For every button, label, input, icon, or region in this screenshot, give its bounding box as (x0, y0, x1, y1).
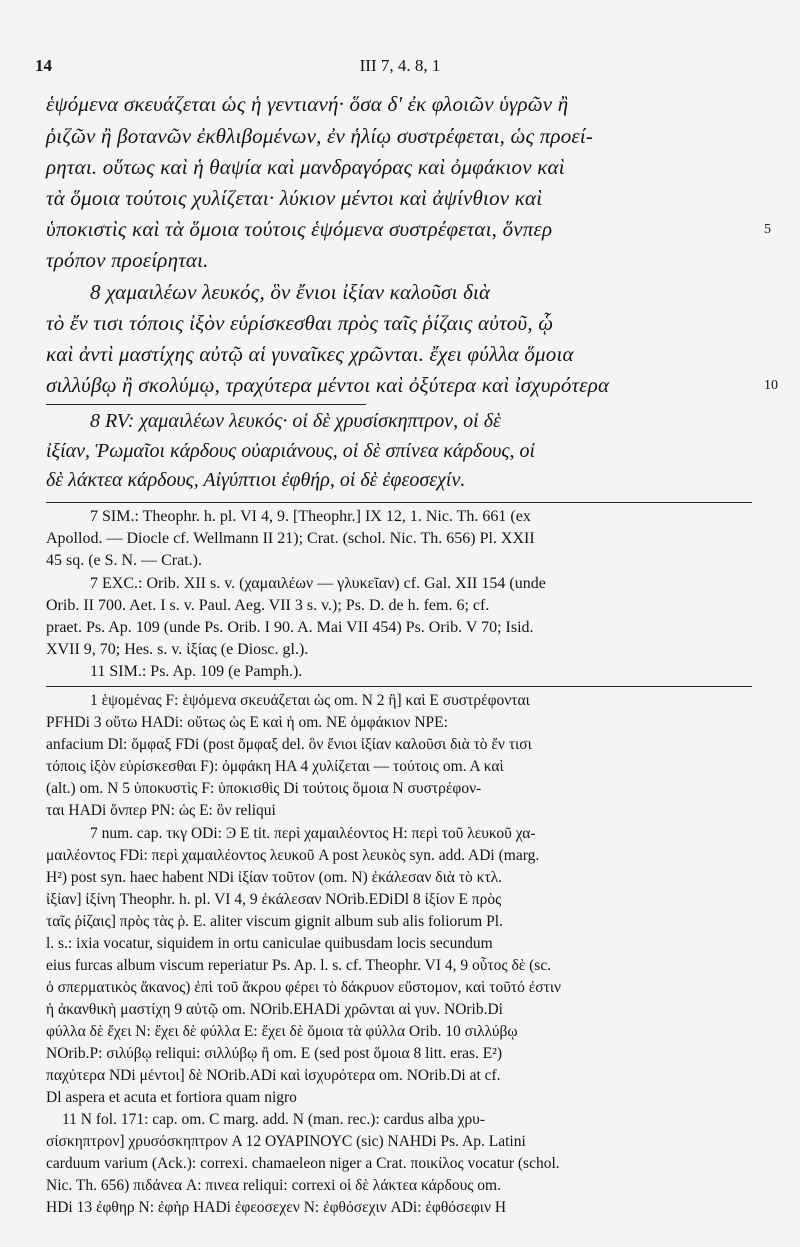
chapter-start-line: 8 χαμαιλέων λευκός, ὃν ἔνιοι ἰξίαν καλοῦσι διὰ (90, 280, 491, 304)
apparatus-line: HDi 13 ἐφθηρ N: ἐφὴρ HADi ἐφεοσεχεν N: ἐφθόσεχιν ADi: ἐφθόσεφιν H (46, 1199, 507, 1216)
sources-line: Apollod. — Diocle cf. Wellmann II 21); Crat. (schol. Nic. Th. 656) Pl. XXII (46, 530, 535, 547)
main-text-line: τρόπον προείρηται. (46, 248, 209, 272)
rv-line: ἰξίαν, Ῥωμαῖοι κάρδους οὐαριάνους, οἱ δὲ σπίνεα κάρδους, οἱ (46, 440, 536, 462)
apparatus-line: ἡ ἀκανθικὴ μαστίχη 9 αὐτῷ om. NOrib.EHADi χρῶνται αἱ γυν. NOrib.Di (46, 1001, 503, 1018)
line-number: 10 (764, 378, 778, 393)
apparatus-line: carduum varium (Ack.): correxi. chamaeleon niger a Crat. ποικίλος vocatur (schol. (46, 1155, 560, 1172)
apparatus-line: (alt.) om. N 5 ὑποκυστὶς F: ὑποκισθὶς Di τούτοις ὅμοια N συστρέφον- (46, 780, 482, 797)
apparatus-line: 11 N fol. 171: cap. om. C marg. add. N (man. rec.): cardus alba χρυ- (62, 1111, 486, 1128)
separator-rule (46, 686, 752, 687)
apparatus-line: ἰξίαν] ἰξίνη Theophr. h. pl. VI 4, 9 ἐκάλεσαν NOrib.EDiDl 8 ἰξίον E πρὸς (46, 891, 502, 908)
sources-line: praet. Ps. Ap. 109 (unde Ps. Orib. I 90. A. Mai VII 454) Ps. Orib. V 70; Isid. (46, 619, 534, 636)
apparatus-line: σίσκηπτρον] χρυσόσκηπτρον A 12 ΟΥΑΡΙΝΟΥϹ (sic) NAHDi Ps. Ap. Latini (46, 1133, 526, 1150)
apparatus-line: ταῖς ῥίζαις] πρὸς τὰς ῥ. E. aliter viscum gignit album sub alis foliorum Pl. (46, 913, 503, 930)
main-text-line: τὰ ὅμοια τούτοις χυλίζεται· λύκιον μέντοι καὶ ἀψίνθιον καὶ (46, 186, 543, 210)
main-text-line: σιλλύβῳ ἢ σκολύμῳ, τραχύτερα μέντοι καὶ ὀξύτερα καὶ ἰσχυρότερα (46, 373, 610, 397)
apparatus-line: παχύτερα NDi μέντοι] δὲ NOrib.ADi καὶ ἰσχυρότερα om. NOrib.Di at cf. (46, 1067, 501, 1084)
apparatus-line: Dl aspera et acuta et fortiora quam nigro (46, 1089, 297, 1106)
apparatus-line: eius furcas album viscum reperiatur Ps. Ap. l. s. cf. Theophr. VI 4, 9 οὗτος δὲ (sc. (46, 957, 552, 974)
separator-rule (46, 502, 752, 503)
apparatus-line: τόποις ἰξὸν εὑρίσκεσθαι F): ὀμφάκη HA 4 χυλίζεται — τούτοις om. A καὶ (46, 758, 504, 775)
line-number: 5 (764, 222, 771, 237)
sources-line: Orib. II 700. Aet. I s. v. Paul. Aeg. VII 3 s. v.); Ps. D. de h. fem. 6; cf. (46, 597, 490, 614)
running-head: III 7, 4. 8, 1 (359, 56, 441, 75)
sources-line: 7 EXC.: Orib. XII s. v. (χαμαιλέων — γλυκεῖαν) cf. Gal. XII 154 (unde (90, 575, 546, 592)
apparatus-line: 1 ἑψομένας F: ἑψόμενα σκευάζεται ὡς om. N 2 ἢ] καὶ E συστρέφονται (90, 692, 530, 709)
apparatus-line: anfacium Dl: ὄμφαξ FDi (post ὄμφαξ del. ὃν ἔνιοι ἰξίαν καλοῦσι διὰ τὸ ἔν τισι (46, 736, 532, 753)
apparatus-line: φύλλα δὲ ἔχει N: ἔχει δὲ φύλλα E: ἔχει δὲ ὅμοια τὰ φύλλα Orib. 10 σιλλύβῳ (46, 1023, 518, 1040)
main-text-line: καὶ ἀντὶ μαστίχης αὐτῷ αἱ γυναῖκες χρῶνται. ἔχει φύλλα ὅμοια (46, 342, 574, 366)
main-text-line: ρηται. οὕτως καὶ ἡ θαψία καὶ μανδραγόρας καὶ ὀμφάκιον καὶ (46, 155, 565, 179)
rv-line: 8 RV: χαμαιλέων λευκός· οἱ δὲ χρυσίσκηπτρον, οἱ δὲ (90, 410, 501, 432)
apparatus-line: NOrib.P: σιλύβῳ reliqui: σιλλύβῳ ἢ om. E (sed post ὅμοια 8 litt. eras. E²) (46, 1045, 503, 1062)
apparatus-line: Nic. Th. 656) πιδάνεα A: πινεα reliqui: correxi οἱ δὲ λάκτεα κάρδους om. (46, 1177, 501, 1194)
rv-line: δὲ λάκτεα κάρδους, Αἰγύπτιοι ἐφθήρ, οἱ δὲ ἐφεοσεχίν. (46, 469, 466, 491)
main-text-line: ῥιζῶν ἢ βοτανῶν ἐκθλιβομένων, ἐν ἡλίῳ συστρέφεται, ὡς προεί- (46, 124, 594, 148)
sources-line: XVII 9, 70; Hes. s. v. ἰξίας (e Diosc. gl.). (46, 641, 309, 658)
main-text-line: τὸ ἔν τισι τόποις ἰξὸν εὑρίσκεσθαι πρὸς ταῖς ῥίζαις αὐτοῦ, ᾧ (46, 311, 554, 335)
apparatus-line: μαιλέοντος FDi: περὶ χαμαιλέοντος λευκοῦ A post λευκὸς syn. add. ADi (marg. (46, 847, 540, 864)
apparatus-line: l. s.: ixia vocatur, siquidem in ortu caniculae quibusdam locis secundum (46, 935, 493, 952)
apparatus-line: 7 num. cap. τκγ ODi: Ͽ E tit. περὶ χαμαιλέοντος H: περὶ τοῦ λευκοῦ χα- (90, 825, 536, 842)
apparatus-line: PFHDi 3 οὕτω HADi: οὕτως ὡς E καὶ ἡ om. NE ὀμφάκιον NPE: (46, 714, 448, 731)
apparatus-line: ὁ σπερματικὸς ἄκανος) ἐπὶ τοῦ ἄκρου φέρει τὸ δάκρυον εὔστομον, καὶ τοῦτό ἐστιν (46, 979, 562, 996)
separator-rule (46, 404, 366, 405)
main-text-line: ἑψόμενα σκευάζεται ὡς ἡ γεντιανή· ὅσα δ' ἐκ φλοιῶν ὑγρῶν ἢ (46, 92, 569, 116)
sources-line: 11 SIM.: Ps. Ap. 109 (e Pamph.). (90, 663, 303, 680)
page-number: 14 (35, 56, 52, 75)
apparatus-line: ται HADi ὅνπερ PN: ὡς E: ὃν reliqui (46, 802, 276, 819)
main-text-line: ὑποκιστὶς καὶ τὰ ὅμοια τούτοις ἑψόμενα συστρέφεται, ὅνπερ (46, 217, 553, 241)
sources-line: 7 SIM.: Theophr. h. pl. VI 4, 9. [Theophr.] IX 12, 1. Nic. Th. 661 (ex (90, 508, 531, 525)
apparatus-line: H²) post syn. haec habent NDi ἰξίαν τοῦτον (om. N) ἐκάλεσαν διὰ τὸ κτλ. (46, 869, 503, 886)
sources-line: 45 sq. (e S. N. — Crat.). (46, 552, 202, 569)
